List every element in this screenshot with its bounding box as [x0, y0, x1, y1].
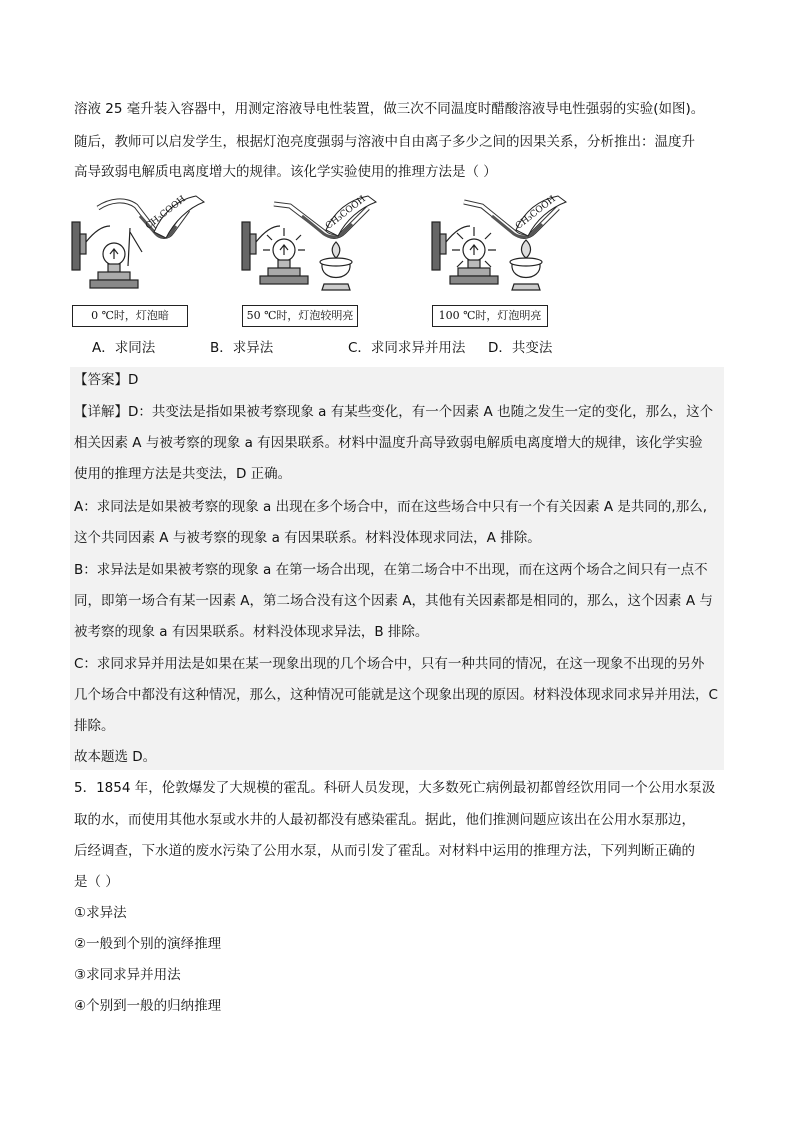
question-text-line-1: 溶液 25 毫升装入容器中，用测定溶液导电性装置，做三次不同温度时醋酸溶液导电性强弱的实验(如图)。: [74, 101, 705, 117]
explanation-line: 几个场合中都没有这种情况，那么，这种情况可能就是这个现象出现的原因。材料没体现求同求异并用法，C: [74, 687, 718, 703]
explanation-line: A：求同法是如果被考察的现象 a 出现在多个场合中，而在这些场合中只有一个有关因素 A 是共同的,那么,: [74, 499, 707, 515]
explanation-line: B：求异法是如果被考察的现象 a 在第一场合出现，在第二场合中不出现，而在这两个场合之间只有一点不: [74, 562, 708, 578]
option-a[interactable]: A．求同法: [92, 340, 156, 356]
apparatus-illustration: [430, 192, 590, 304]
figure-caption: 100 ℃时，灯泡明亮: [432, 305, 548, 327]
formula-label: CH₃COOH: [513, 194, 558, 232]
question5-text-line: 是（ ）: [74, 874, 119, 890]
conclusion-line: 故本题选 D。: [74, 749, 157, 765]
explanation-line: 同，即第一场合有某一因素 A，第二场合没有这个因素 A，其他有关因素都是相同的，那么，这个因素 A 与: [74, 593, 713, 609]
question5-choice-3[interactable]: ③求同求异并用法: [74, 967, 181, 983]
question5-choice-2[interactable]: ②一般到个别的演绎推理: [74, 936, 222, 952]
experiment-figure-50c: [240, 192, 400, 327]
explanation-line: 相关因素 A 与被考察的现象 a 有因果联系。材料中温度升高导致弱电解质电离度增大的规律，该化学实验: [74, 435, 703, 451]
question5-choice-1[interactable]: ①求异法: [74, 905, 127, 921]
question5-text-line: 后经调查，下水道的废水污染了公用水泵，从而引发了霍乱。对材料中运用的推理方法，下列判断正确的: [74, 843, 695, 859]
explanation-line: 排除。: [74, 718, 115, 734]
explanation-line: 这个共同因素 A 与被考察的现象 a 有因果联系。材料没体现求同法，A 排除。: [74, 530, 541, 546]
figure-caption: 0 ℃时，灯泡暗: [72, 305, 188, 327]
experiment-figure-100c: [430, 192, 590, 327]
question5-text-line: 取的水，而使用其他水泵或水井的人最初都没有感染霍乱。据此，他们推测问题应该出在公用水泵那边，: [74, 812, 695, 828]
figure-caption: 50 ℃时，灯泡较明亮: [242, 305, 358, 327]
explanation-line: 使用的推理方法是共变法，D 正确。: [74, 466, 292, 482]
explanation-line: C：求同求异并用法是如果在某一现象出现的几个场合中，只有一种共同的情况，在这一现象不出现的另外: [74, 656, 705, 672]
explanation-line: 被考察的现象 a 有因果联系。材料没体现求异法，B 排除。: [74, 624, 429, 640]
experiment-figure-0c: [70, 192, 230, 327]
question5-choice-4[interactable]: ④个别到一般的归纳推理: [74, 998, 222, 1014]
question-text-line-3: 高导致弱电解质电离度增大的规律。该化学实验使用的推理方法是（ ）: [74, 164, 497, 180]
question5-text-line: 5．1854 年，伦敦爆发了大规模的霍乱。科研人员发现，大多数死亡病例最初都曾经饮用同一个公用水泵汲: [74, 780, 716, 796]
formula-label: CH₃COOH: [143, 194, 188, 232]
answer-label: 【答案】D: [74, 372, 139, 388]
experiment-figures: [70, 192, 590, 332]
explanation-line: 【详解】D：共变法是指如果被考察现象 a 有某些变化，有一个因素 A 也随之发生一定的变化，那么，这个: [74, 404, 714, 420]
option-c[interactable]: C．求同求异并用法: [348, 340, 466, 356]
question-text-line-2: 随后，教师可以启发学生，根据灯泡亮度强弱与溶液中自由离子多少之间的因果关系，分析推出：温度升: [74, 134, 695, 150]
option-b[interactable]: B．求异法: [210, 340, 274, 356]
option-d[interactable]: D．共变法: [488, 340, 553, 356]
formula-label: CH₃COOH: [323, 194, 368, 232]
apparatus-illustration: [240, 192, 400, 304]
apparatus-illustration: [70, 192, 230, 304]
answer-options: [92, 338, 612, 358]
